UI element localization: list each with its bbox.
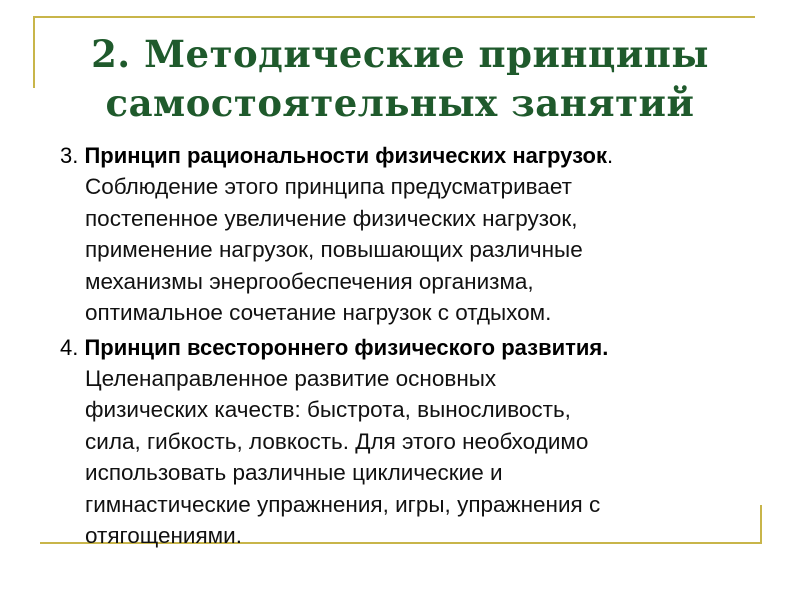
slide-content: [60, 140, 760, 555]
principle-heading-end: .: [606, 143, 614, 168]
principle-item-4: [60, 332, 760, 552]
principle-item-3: [60, 140, 760, 329]
slide-title-line-2: самостоятельных занятий: [105, 81, 695, 125]
principle-heading: Принцип рациональности физических нагрузок: [84, 143, 607, 168]
principle-number: 3.: [60, 143, 79, 168]
principle-description: Целенаправленное развитие основных физических качеств: быстрота, выносливость, сила, гибкость, ловкость. Для этого необходимо использовать различные циклические и гимнастические упражнения, игры, упражнения с отягощениями.: [85, 365, 601, 548]
principle-description: Соблюдение этого принципа предусматривает постепенное увеличение физических нагрузок, применение нагрузок, повышающих различные механизмы энергообеспечения организма, оптимальное сочетание нагрузок с отдыхом.: [85, 174, 583, 325]
frame-line-top: [33, 16, 755, 18]
principle-heading: Принцип всестороннего физического развития.: [84, 334, 609, 360]
frame-line-left: [33, 16, 35, 88]
slide-title-line-1: 2. Методические принципы: [91, 32, 709, 76]
principle-number: 4.: [60, 334, 79, 360]
slide-title: [40, 30, 760, 128]
frame-line-right: [760, 505, 762, 544]
